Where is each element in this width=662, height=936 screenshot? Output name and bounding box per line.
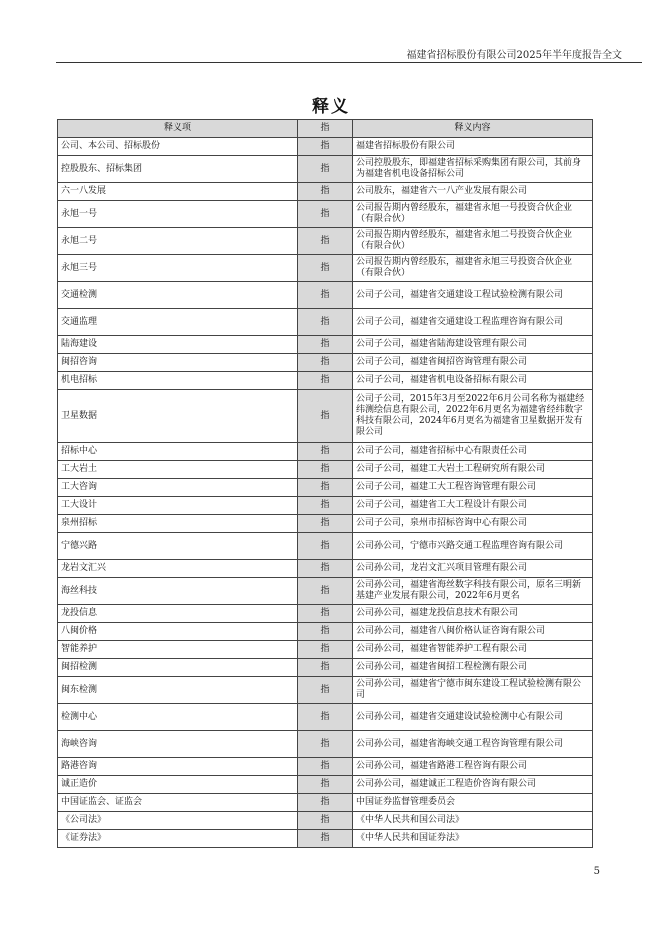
- term-cell: 陆海建设: [58, 336, 298, 354]
- refer-cell: 指: [298, 390, 353, 443]
- term-cell: 龙投信息: [58, 605, 298, 623]
- table-header-row: [58, 120, 593, 138]
- refer-cell: 指: [298, 623, 353, 641]
- term-cell: 工大设计: [58, 497, 298, 515]
- term-cell: 诚正造价: [58, 776, 298, 794]
- term-cell: 六一八发展: [58, 183, 298, 201]
- refer-cell: 指: [298, 255, 353, 282]
- definition-cell: 《中华人民共和国公司法》: [353, 812, 593, 830]
- refer-cell: 指: [298, 515, 353, 533]
- definition-cell: 公司孙公司，福建诚正工程造价咨询有限公司: [353, 776, 593, 794]
- term-cell: 控股股东、招标集团: [58, 156, 298, 183]
- term-cell: 智能养护: [58, 641, 298, 659]
- definition-cell: 公司子公司，2015年3月至2022年6月公司名称为福建经纬测绘信息有限公司，2022年6月更名为福建省经纬数字科技有限公司，2024年6月更名为福建省卫星数据开发有限公司: [353, 390, 593, 443]
- table-row: [58, 704, 593, 731]
- definition-cell: 中国证券监督管理委员会: [353, 794, 593, 812]
- table-row: [58, 533, 593, 560]
- definition-cell: 公司报告期内曾经股东，福建省永旭二号投资合伙企业（有限合伙）: [353, 228, 593, 255]
- refer-cell: 指: [298, 138, 353, 156]
- refer-cell: 指: [298, 201, 353, 228]
- term-cell: 八闽价格: [58, 623, 298, 641]
- term-cell: 招标中心: [58, 443, 298, 461]
- refer-cell: 指: [298, 228, 353, 255]
- refer-cell: 指: [298, 830, 353, 848]
- refer-cell: 指: [298, 794, 353, 812]
- table-row: [58, 641, 593, 659]
- refer-cell: 指: [298, 776, 353, 794]
- term-cell: 公司、本公司、招标股份: [58, 138, 298, 156]
- term-cell: 工大岩土: [58, 461, 298, 479]
- definition-cell: 公司报告期内曾经股东，福建省永旭三号投资合伙企业（有限合伙）: [353, 255, 593, 282]
- table-row: [58, 183, 593, 201]
- term-cell: 海峡咨询: [58, 731, 298, 758]
- definition-cell: 公司孙公司，福建省路港工程咨询有限公司: [353, 758, 593, 776]
- table-row: [58, 479, 593, 497]
- refer-cell: 指: [298, 677, 353, 704]
- definition-cell: 公司子公司，福建工大工程咨询管理有限公司: [353, 479, 593, 497]
- refer-cell: 指: [298, 731, 353, 758]
- refer-cell: 指: [298, 372, 353, 390]
- table-row: [58, 282, 593, 309]
- table-row: [58, 443, 593, 461]
- definition-cell: 公司孙公司，福建省交通建设试验检测中心有限公司: [353, 704, 593, 731]
- page-number: 5: [593, 866, 600, 877]
- table-row: [58, 515, 593, 533]
- refer-cell: 指: [298, 605, 353, 623]
- term-cell: 永旭二号: [58, 228, 298, 255]
- table-row: [58, 794, 593, 812]
- column-header-refer: 指: [298, 120, 353, 138]
- definition-cell: 公司孙公司，福建省海峡交通工程咨询管理有限公司: [353, 731, 593, 758]
- term-cell: 工大咨询: [58, 479, 298, 497]
- refer-cell: 指: [298, 156, 353, 183]
- definition-cell: 公司报告期内曾经股东，福建省永旭一号投资合伙企业（有限合伙）: [353, 201, 593, 228]
- definition-cell: 《中华人民共和国证券法》: [353, 830, 593, 848]
- refer-cell: 指: [298, 641, 353, 659]
- table-row: [58, 731, 593, 758]
- table-row: [58, 623, 593, 641]
- refer-cell: 指: [298, 758, 353, 776]
- section-title: 释义: [312, 97, 350, 117]
- refer-cell: 指: [298, 461, 353, 479]
- page-header: 福建省招标股份有限公司2025年半年度报告全文: [406, 50, 622, 61]
- table-row: [58, 776, 593, 794]
- definition-cell: 公司子公司，福建省闽招咨询管理有限公司: [353, 354, 593, 372]
- table-row: [58, 560, 593, 578]
- table-row: [58, 758, 593, 776]
- definition-cell: 公司子公司，福建省工大工程设计有限公司: [353, 497, 593, 515]
- table-row: [58, 812, 593, 830]
- table-row: [58, 830, 593, 848]
- term-cell: 闽招咨询: [58, 354, 298, 372]
- term-cell: 闽东检测: [58, 677, 298, 704]
- refer-cell: 指: [298, 354, 353, 372]
- definitions-body: [58, 138, 593, 848]
- term-cell: 龙岩文汇兴: [58, 560, 298, 578]
- term-cell: 交通检测: [58, 282, 298, 309]
- definition-cell: 公司控股股东，即福建省招标采购集团有限公司，其前身为福建省机电设备招标公司: [353, 156, 593, 183]
- definitions-table: [57, 119, 593, 848]
- definition-cell: 公司子公司，泉州市招标咨询中心有限公司: [353, 515, 593, 533]
- definition-cell: 公司孙公司，宁德市兴路交通工程监理咨询有限公司: [353, 533, 593, 560]
- refer-cell: 指: [298, 812, 353, 830]
- term-cell: 《公司法》: [58, 812, 298, 830]
- column-header-definition: 释义内容: [353, 120, 593, 138]
- table-row: [58, 390, 593, 443]
- refer-cell: 指: [298, 704, 353, 731]
- definition-cell: 公司子公司，福建省机电设备招标有限公司: [353, 372, 593, 390]
- table-row: [58, 138, 593, 156]
- term-cell: 永旭三号: [58, 255, 298, 282]
- term-cell: 机电招标: [58, 372, 298, 390]
- definition-cell: 公司孙公司，福建省海丝数字科技有限公司，原名三明新基建产业发展有限公司，2022年6月更名: [353, 578, 593, 605]
- term-cell: 卫星数据: [58, 390, 298, 443]
- definition-cell: 公司孙公司，福建省宁德市闽东建设工程试验检测有限公司: [353, 677, 593, 704]
- table-row: [58, 255, 593, 282]
- refer-cell: 指: [298, 336, 353, 354]
- table-row: [58, 578, 593, 605]
- term-cell: 宁德兴路: [58, 533, 298, 560]
- refer-cell: 指: [298, 497, 353, 515]
- term-cell: 泉州招标: [58, 515, 298, 533]
- definition-cell: 公司子公司，福建工大岩土工程研究所有限公司: [353, 461, 593, 479]
- definition-cell: 公司子公司，福建省交通建设工程监理咨询有限公司: [353, 309, 593, 336]
- refer-cell: 指: [298, 443, 353, 461]
- definition-cell: 公司股东，福建省六一八产业发展有限公司: [353, 183, 593, 201]
- term-cell: 路港咨询: [58, 758, 298, 776]
- term-cell: 闽招检测: [58, 659, 298, 677]
- table-row: [58, 336, 593, 354]
- definition-cell: 公司子公司，福建省陆海建设管理有限公司: [353, 336, 593, 354]
- table-row: [58, 228, 593, 255]
- table-row: [58, 677, 593, 704]
- definition-cell: 公司子公司，福建省交通建设工程试验检测有限公司: [353, 282, 593, 309]
- table-row: [58, 461, 593, 479]
- refer-cell: 指: [298, 533, 353, 560]
- definition-cell: 福建省招标股份有限公司: [353, 138, 593, 156]
- header-rule: [56, 62, 642, 63]
- refer-cell: 指: [298, 183, 353, 201]
- table-row: [58, 497, 593, 515]
- term-cell: 检测中心: [58, 704, 298, 731]
- table-row: [58, 659, 593, 677]
- refer-cell: 指: [298, 578, 353, 605]
- refer-cell: 指: [298, 479, 353, 497]
- definition-cell: 公司孙公司，福建龙投信息技术有限公司: [353, 605, 593, 623]
- definition-cell: 公司孙公司，龙岩文汇兴项目管理有限公司: [353, 560, 593, 578]
- term-cell: 中国证监会、证监会: [58, 794, 298, 812]
- definition-cell: 公司孙公司，福建省八闽价格认证咨询有限公司: [353, 623, 593, 641]
- table-row: [58, 201, 593, 228]
- refer-cell: 指: [298, 282, 353, 309]
- definition-cell: 公司孙公司，福建省闽招工程检测有限公司: [353, 659, 593, 677]
- term-cell: 海丝科技: [58, 578, 298, 605]
- table-row: [58, 372, 593, 390]
- term-cell: 《证券法》: [58, 830, 298, 848]
- table-row: [58, 605, 593, 623]
- refer-cell: 指: [298, 560, 353, 578]
- term-cell: 交通监理: [58, 309, 298, 336]
- table-row: [58, 354, 593, 372]
- table-row: [58, 309, 593, 336]
- column-header-term: 释义项: [58, 120, 298, 138]
- refer-cell: 指: [298, 309, 353, 336]
- definition-cell: 公司子公司，福建省招标中心有限责任公司: [353, 443, 593, 461]
- term-cell: 永旭一号: [58, 201, 298, 228]
- table-row: [58, 156, 593, 183]
- refer-cell: 指: [298, 659, 353, 677]
- definition-cell: 公司孙公司，福建省智能养护工程有限公司: [353, 641, 593, 659]
